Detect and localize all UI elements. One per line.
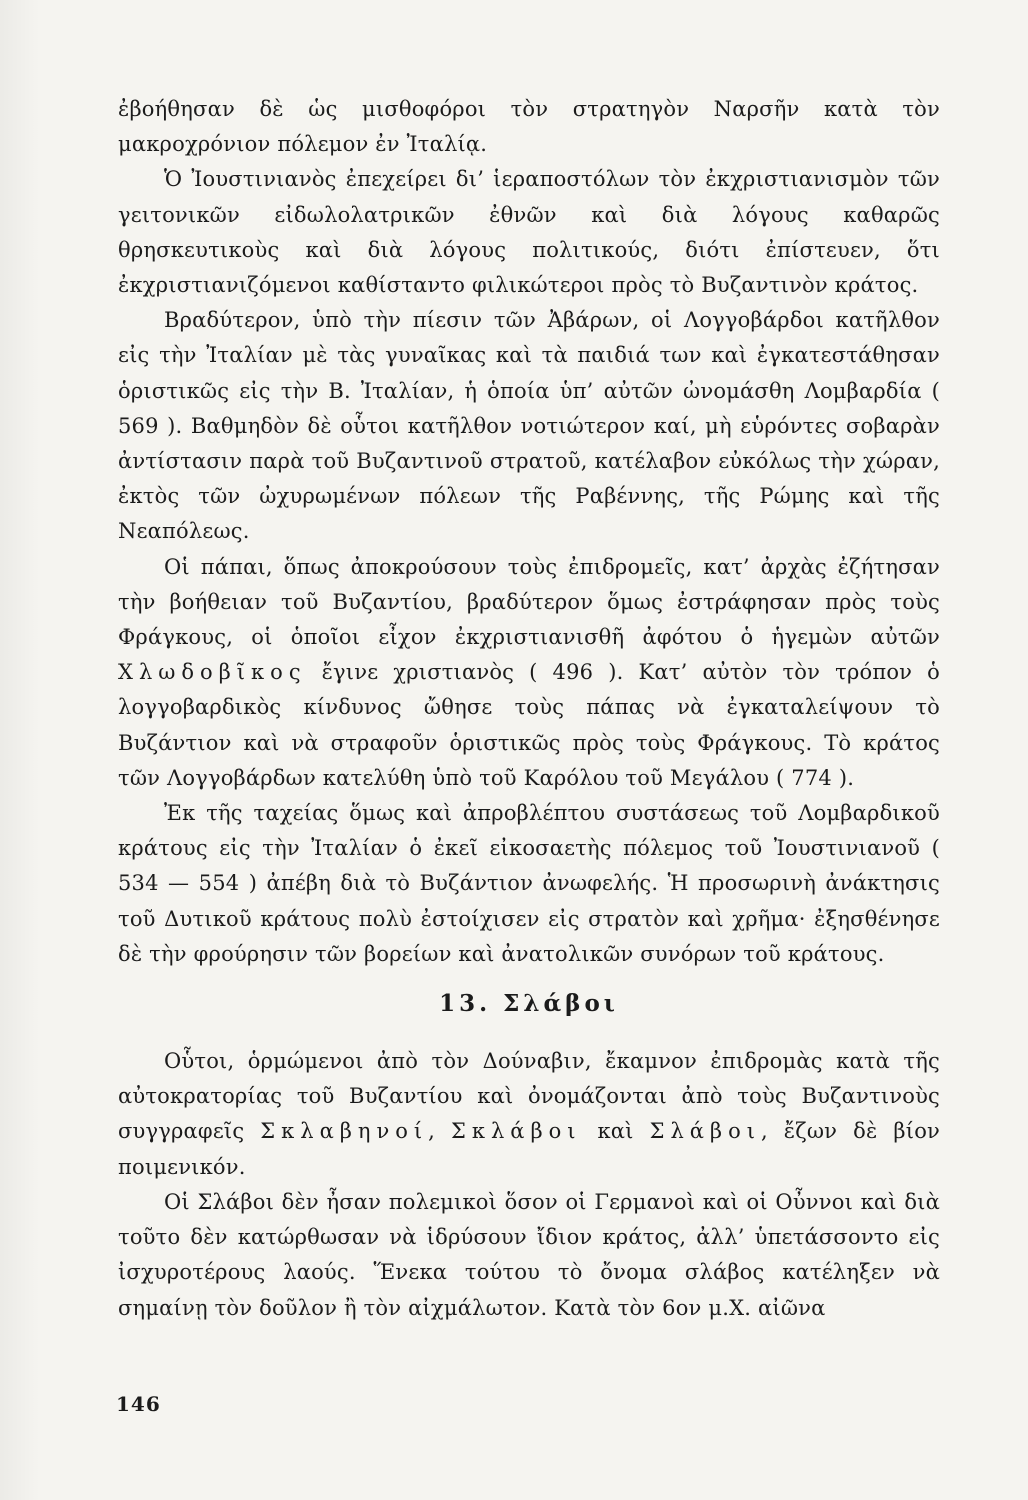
page-number: 146 [116, 1392, 161, 1416]
paragraph-popes [118, 550, 940, 796]
paragraph-justinian-missions: Ὁ Ἰουστινιανὸς ἐπεχείρει δι’ ἱεραποστόλων τὸν ἐκχριστιανισμὸν τῶν γειτονικῶν εἰδωλολατρικῶν ἐθνῶν καὶ διὰ λόγους καθαρῶς θρησκευτικοὺς καὶ διὰ λόγους πολιτικούς, διότι ἐπίστευεν, ὅτι ἐκχριστιανιζόμενοι καθίσταντο φιλικώτεροι πρὸς τὸ Βυζαντινὸν κράτος. [118, 167, 940, 298]
body-text [118, 92, 940, 1326]
paragraph-popes-text-1: Οἱ πάπαι, ὅπως ἀποκρούσουν τοὺς ἐπιδρομεῖς, κατ’ ἀρχὰς ἐζήτησαν τὴν βοήθειαν τοῦ Βυζαντίου, βραδύτερον ὅμως ἐστράφησαν πρὸς τοὺς Φράγκους, οἱ ὁποῖοι εἶχον ἐκχριστιανισθῆ ἀφότου ὁ ἡγεμὼν αὐτῶν [118, 554, 940, 650]
paragraph-lombards: Βραδύτερον, ὑπὸ τὴν πίεσιν τῶν Ἀβάρων, οἱ Λογγοβάρδοι κατῆλθον εἰς τὴν Ἰταλίαν μὲ τὰς γυναῖκας καὶ τὰ παιδιά των καὶ ἐγκατεστάθησαν ὁριστικῶς εἰς τὴν Β. Ἰταλίαν, ἡ ὁποία ὑπ’ αὐτῶν ὠνομάσθη Λομβαρδία ( 569 ). Βαθμηδὸν δὲ οὗτοι κατῆλθον νοτιώτερον καί, μὴ εὑρόντες σοβαρὰν ἀντίστασιν παρὰ τοῦ Βυζαντινοῦ στρατοῦ, κατέλαβον εὐκόλως τὴν χώραν, ἐκτὸς τῶν ὠχυρωμένων πόλεων τῆς Ραβέννης, τῆς Ρώμης καὶ τῆς Νεαπόλεως. [118, 308, 940, 544]
separator-1: , [428, 1119, 451, 1144]
paragraph-continuation: ἐβοήθησαν δὲ ὡς μισθοφόροι τὸν στρατηγὸν Ναρσῆν κατὰ τὸν μακροχρόνιον πόλεμον ἐν Ἰταλίᾳ. [118, 97, 940, 157]
separator-2: καὶ [581, 1119, 650, 1144]
name-sklavenoi: Σκλαβηνοί [260, 1119, 429, 1144]
paragraph-slavs-text-1: Οὗτοι, ὁρμώμενοι ἀπὸ τὸν Δούναβιν, ἔκαμνον ἐπιδρομὰς κατὰ τῆς αὐτοκρατορίας τοῦ Βυζαντίου καὶ ὀνομάζονται ἀπὸ τοὺς Βυζαντινοὺς συγγραφεῖς [118, 1049, 940, 1144]
section-heading: 13. Σλάβοι [439, 990, 619, 1018]
paragraph-slavs-character: Οἱ Σλάβοι δὲν ἦσαν πολεμικοὶ ὅσον οἱ Γερμανοὶ καὶ οἱ Οὖννοι καὶ διὰ τοῦτο δὲν κατώρθωσαν νὰ ἱδρύσουν ἴδιον κράτος, ἀλλ’ ὑπετάσσοντο εἰς ἰσχυροτέρους λαούς. Ἕνεκα τούτου τὸ ὄνομα σλάβος κατέληξεν νὰ σημαίνῃ τὸν δοῦλον ἢ τὸν αἰχμάλωτον. Κατὰ τὸν 6ον μ.Χ. αἰῶνα [118, 1189, 940, 1320]
name-clovis: Χλωδοβῖκος [118, 660, 307, 685]
paragraph-slavs-origin [118, 1044, 940, 1185]
paragraph-slavs-text-2: , ἔζων δὲ βίον ποιμενικόν. [118, 1119, 940, 1179]
paragraph-popes-text-2: ἔγινε χριστιανὸς ( 496 ). Κατ’ αὐτὸν τὸν τρόπον ὁ λογγοβαρδικὸς κίνδυνος ὤθησε τοὺς πάπας νὰ ἐγκαταλείψουν τὸ Βυζάντιον καὶ νὰ στραφοῦν ὁριστικῶς πρὸς τοὺς Φράγκους. Τὸ κράτος τῶν Λογγοβάρδων κατελύθη ὑπὸ τοῦ Καρόλου τοῦ Μεγάλου ( 774 ). [118, 660, 940, 790]
paragraph-consequences: Ἐκ τῆς ταχείας ὅμως καὶ ἀπροβλέπτου συστάσεως τοῦ Λομβαρδικοῦ κράτους εἰς τὴν Ἰταλίαν ὁ ἐκεῖ εἰκοσαετὴς πόλεμος τοῦ Ἰουστινιανοῦ ( 534 — 554 ) ἀπέβη διὰ τὸ Βυζάντιον ἀνωφελής. Ἡ προσωρινὴ ἀνάκτησις τοῦ Δυτικοῦ κράτους πολὺ ἐστοίχισεν εἰς στρατὸν καὶ χρῆμα· ἐξησθένησε δὲ τὴν φρούρησιν τῶν βορείων καὶ ἀνατολικῶν συνόρων τοῦ κράτους. [118, 801, 940, 966]
name-slavoi: Σλάβοι [649, 1119, 761, 1144]
name-sklavoi: Σκλάβοι [451, 1119, 582, 1144]
